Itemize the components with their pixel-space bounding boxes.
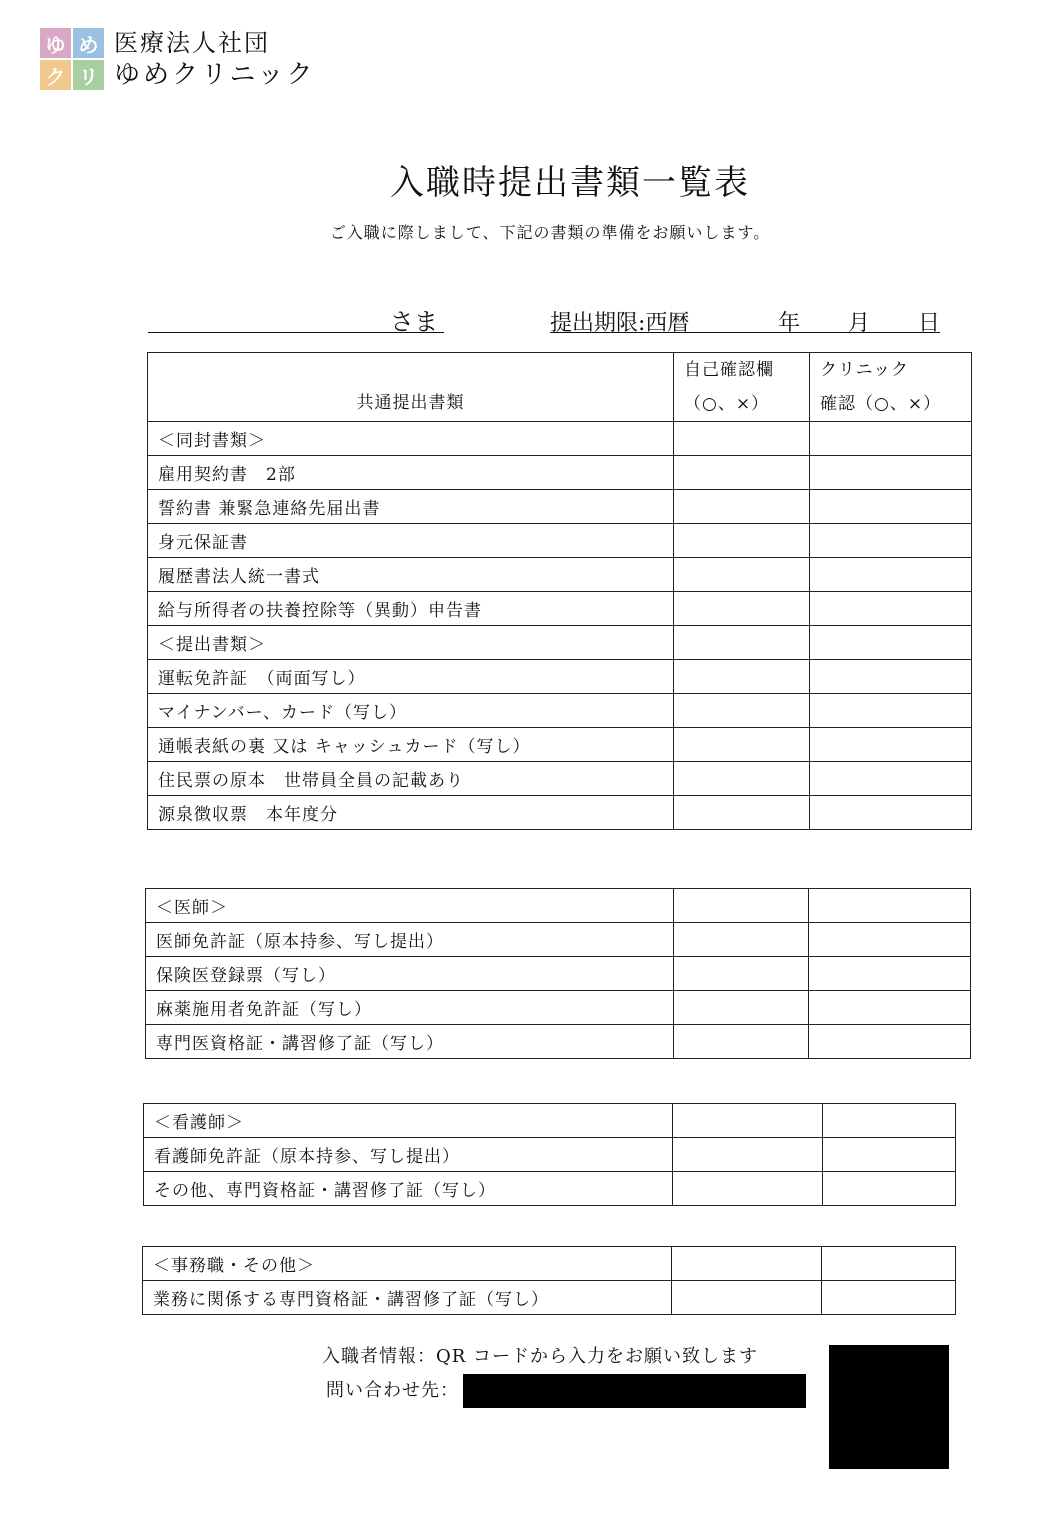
redacted-contact [463, 1374, 806, 1408]
doctor-document-row [146, 957, 971, 991]
nurse-document-row [144, 1138, 956, 1172]
document-name: 医師免許証（原本持参、写し提出） [146, 923, 674, 957]
common-document-row [148, 490, 972, 524]
self-check-cell[interactable] [674, 889, 809, 923]
self-check-cell[interactable] [674, 762, 810, 796]
self-check-cell[interactable] [674, 923, 809, 957]
contact-label: 問い合わせ先： [326, 1380, 459, 1401]
common-document-row [148, 660, 972, 694]
self-check-cell[interactable] [673, 1104, 823, 1138]
document-name: 運転免許証 （両面写し） [148, 660, 674, 694]
doctor-documents-table [145, 888, 971, 1059]
document-name: ＜医師＞ [146, 889, 674, 923]
self-check-cell[interactable] [672, 1247, 822, 1281]
header-self-check [674, 353, 810, 422]
document-name: 業務に関係する専門資格証・講習修了証（写し） [143, 1281, 672, 1315]
document-name: 通帳表紙の裏 又は キャッシュカード（写し） [148, 728, 674, 762]
document-name: 保険医登録票（写し） [146, 957, 674, 991]
office-documents-table [142, 1246, 956, 1315]
document-name: 住民票の原本 世帯員全員の記載あり [148, 762, 674, 796]
header-clinic-check-line1: クリニック [820, 360, 909, 380]
clinic-check-cell[interactable] [823, 1138, 956, 1172]
clinic-check-cell[interactable] [809, 1025, 971, 1059]
document-name: 麻薬施用者免許証（写し） [146, 991, 674, 1025]
doctor-document-row [146, 991, 971, 1025]
document-name: 給与所得者の扶養控除等（異動）申告書 [148, 592, 674, 626]
entrant-info-note: 入職者情報：QR コードから入力をお願い致します [322, 1346, 759, 1367]
nurse-document-row [144, 1172, 956, 1206]
clinic-check-cell[interactable] [810, 728, 972, 762]
self-check-cell[interactable] [673, 1172, 823, 1206]
common-documents-table [147, 352, 972, 830]
self-check-cell[interactable] [674, 422, 810, 456]
common-document-row [148, 762, 972, 796]
clinic-check-cell[interactable] [809, 991, 971, 1025]
header-clinic-check [810, 353, 972, 422]
document-name: 身元保証書 [148, 524, 674, 558]
clinic-check-cell[interactable] [809, 923, 971, 957]
self-check-cell[interactable] [674, 1025, 809, 1059]
clinic-check-cell[interactable] [823, 1104, 956, 1138]
self-check-cell[interactable] [674, 728, 810, 762]
self-check-cell[interactable] [674, 626, 810, 660]
common-document-row [148, 456, 972, 490]
document-name: 源泉徴収票 本年度分 [148, 796, 674, 830]
self-check-cell[interactable] [674, 694, 810, 728]
header-common-documents: 共通提出書類 [148, 353, 674, 422]
self-check-cell[interactable] [672, 1281, 822, 1315]
document-name: ＜看護師＞ [144, 1104, 673, 1138]
logo-mark [40, 28, 104, 90]
self-check-cell[interactable] [674, 524, 810, 558]
deadline-day: 日 [918, 311, 941, 336]
clinic-check-cell[interactable] [809, 889, 971, 923]
common-document-row [148, 592, 972, 626]
office-document-row [143, 1247, 956, 1281]
logo-cell: ク [40, 60, 71, 90]
self-check-cell[interactable] [674, 660, 810, 694]
logo-cell: ゆ [40, 28, 71, 58]
document-name: ＜同封書類＞ [148, 422, 674, 456]
clinic-logo [40, 28, 315, 92]
self-check-cell[interactable] [674, 796, 810, 830]
clinic-check-cell[interactable] [810, 626, 972, 660]
org-type: 医療法人社団 [114, 29, 270, 57]
common-document-row [148, 796, 972, 830]
document-name: 誓約書 兼緊急連絡先届出書 [148, 490, 674, 524]
redacted-qr-code [829, 1345, 949, 1469]
deadline-field[interactable] [550, 306, 941, 336]
page-title: 入職時提出書類一覧表 [390, 163, 750, 203]
table-header-row [148, 353, 972, 422]
self-check-cell[interactable] [673, 1138, 823, 1172]
clinic-check-cell[interactable] [810, 422, 972, 456]
self-check-cell[interactable] [674, 490, 810, 524]
office-document-row [143, 1281, 956, 1315]
self-check-cell[interactable] [674, 957, 809, 991]
clinic-check-cell[interactable] [822, 1247, 956, 1281]
document-name: 雇用契約書 2部 [148, 456, 674, 490]
clinic-check-cell[interactable] [810, 660, 972, 694]
common-document-row [148, 524, 972, 558]
doctor-document-row [146, 1025, 971, 1059]
clinic-check-cell[interactable] [809, 957, 971, 991]
common-document-row [148, 626, 972, 660]
clinic-check-cell[interactable] [810, 558, 972, 592]
logo-cell: リ [73, 60, 104, 90]
clinic-name: ゆめクリニック [114, 60, 316, 90]
clinic-check-cell[interactable] [810, 592, 972, 626]
self-check-cell[interactable] [674, 558, 810, 592]
common-document-row [148, 558, 972, 592]
document-name: その他、専門資格証・講習修了証（写し） [144, 1172, 673, 1206]
header-self-check-line2: （○、×） [684, 394, 770, 414]
self-check-cell[interactable] [674, 456, 810, 490]
doctor-document-row [146, 889, 971, 923]
document-name: ＜提出書類＞ [148, 626, 674, 660]
clinic-check-cell[interactable] [810, 694, 972, 728]
document-name: ＜事務職・その他＞ [143, 1247, 672, 1281]
nurse-document-row [144, 1104, 956, 1138]
clinic-check-cell[interactable] [823, 1172, 956, 1206]
document-name: マイナンバー、カード（写し） [148, 694, 674, 728]
common-document-row [148, 694, 972, 728]
recipient-honorific: さま [390, 308, 438, 336]
clinic-check-cell[interactable] [822, 1281, 956, 1315]
logo-cell: め [73, 28, 104, 58]
self-check-cell[interactable] [674, 991, 809, 1025]
clinic-check-cell[interactable] [810, 796, 972, 830]
page-subtitle: ご入職に際しまして、下記の書類の準備をお願いします。 [329, 223, 771, 242]
clinic-check-cell[interactable] [810, 762, 972, 796]
document-name: 履歴書法人統一書式 [148, 558, 674, 592]
clinic-check-cell[interactable] [810, 490, 972, 524]
header-self-check-line1: 自己確認欄 [684, 360, 774, 380]
logo-text [114, 28, 315, 92]
deadline-month: 月 [848, 311, 871, 336]
document-name: 看護師免許証（原本持参、写し提出） [144, 1138, 673, 1172]
common-document-row [148, 728, 972, 762]
deadline-label: 提出期限:西暦 [550, 311, 690, 336]
recipient-deadline-row [0, 300, 1058, 340]
deadline-year: 年 [778, 311, 801, 336]
common-document-row [148, 422, 972, 456]
self-check-cell[interactable] [674, 592, 810, 626]
clinic-check-cell[interactable] [810, 456, 972, 490]
document-name: 専門医資格証・講習修了証（写し） [146, 1025, 674, 1059]
doctor-document-row [146, 923, 971, 957]
header-clinic-check-line2: 確認（○、×） [820, 394, 942, 414]
nurse-documents-table [143, 1103, 956, 1206]
clinic-check-cell[interactable] [810, 524, 972, 558]
